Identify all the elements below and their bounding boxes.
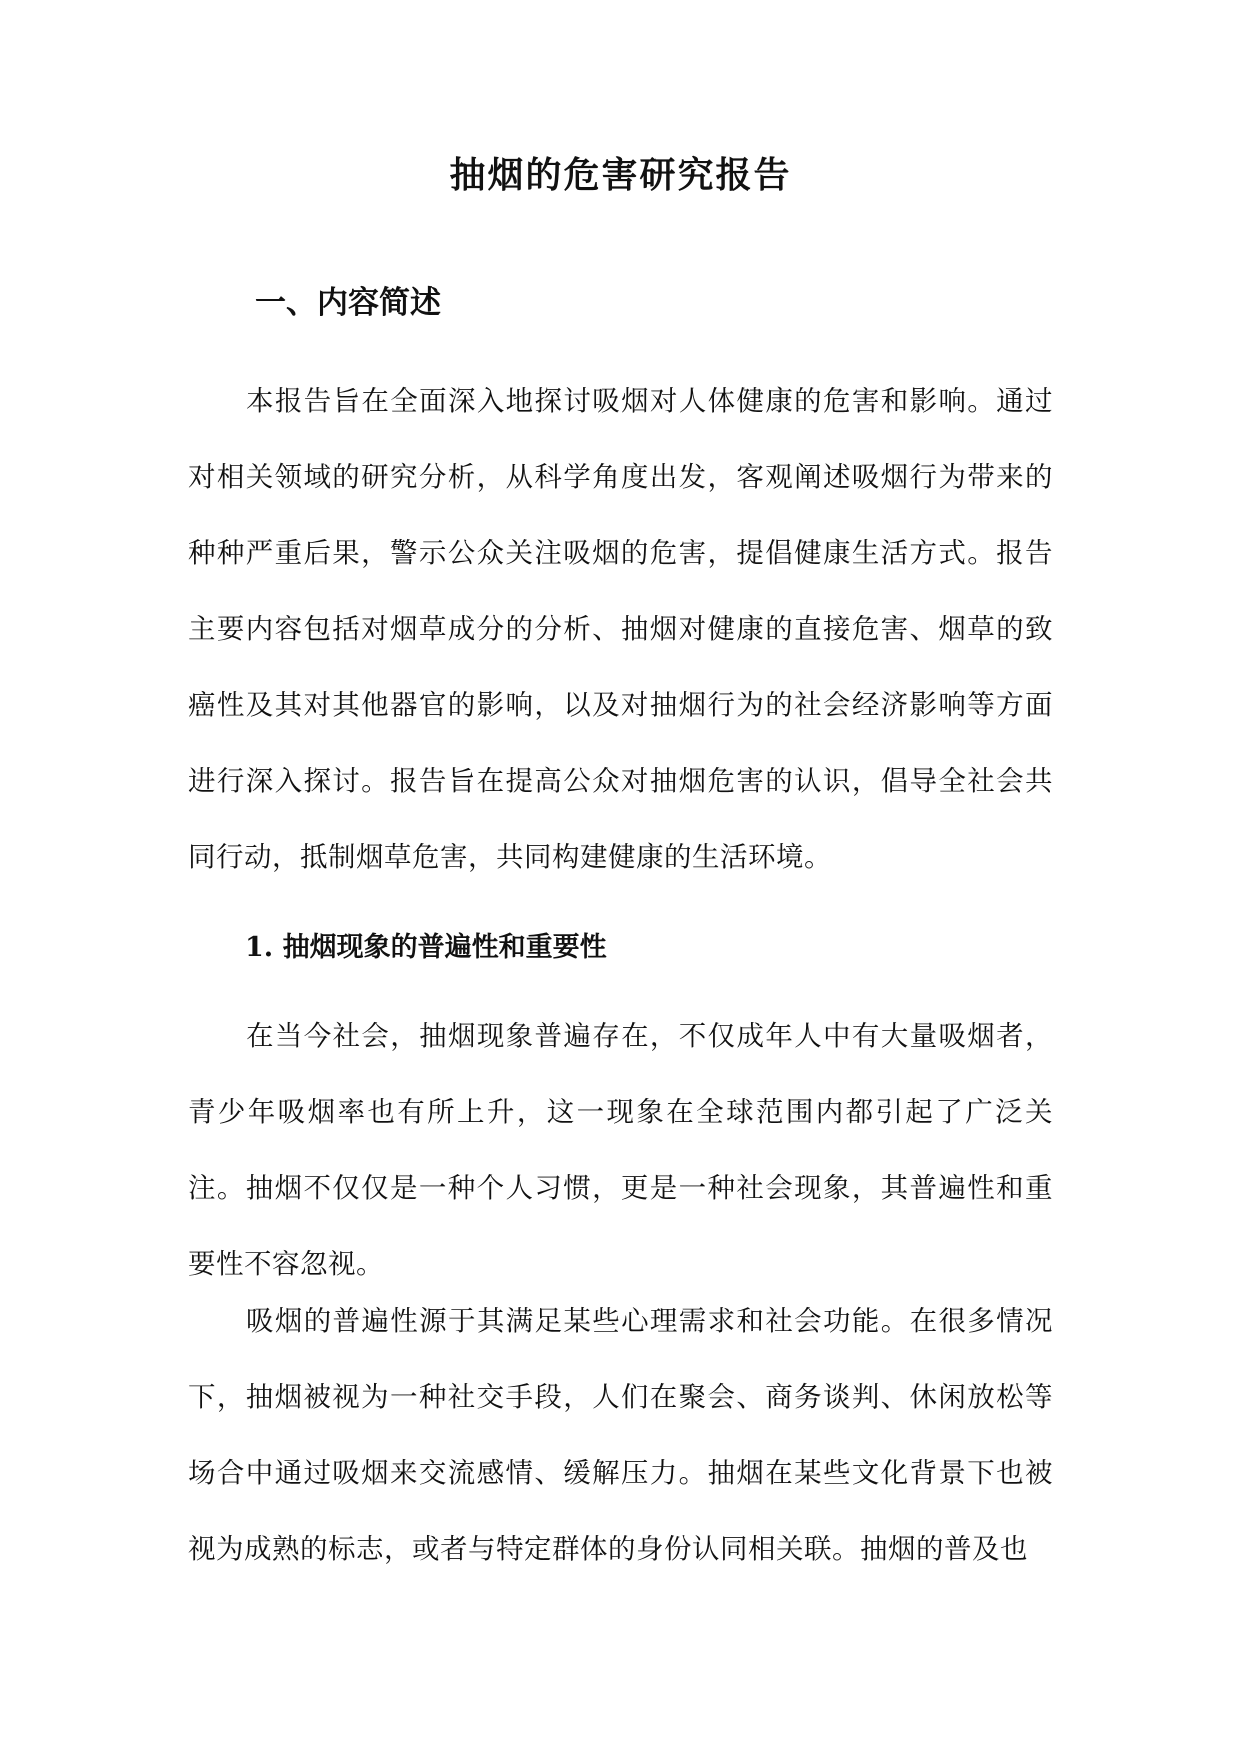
paragraph-social-function: 吸烟的普遍性源于其满足某些心理需求和社会功能。在很多情况下，抽烟被视为一种社交手段，人们在聚会、商务谈判、休闲放松等场合中通过吸烟来交流感情、缓解压力。抽烟在某些文化背景下也被视为成熟的标志，或者与特定群体的身份认同相关联。抽烟的普及也 xyxy=(188,1305,1053,1565)
document-title: 抽烟的危害研究报告 xyxy=(449,154,792,196)
paragraph-prevalence: 在当今社会，抽烟现象普遍存在，不仅成年人中有大量吸烟者，青少年吸烟率也有所上升，这一现象在全球范围内都引起了广泛关注。抽烟不仅仅是一种个人习惯，更是一种社会现象，其普遍性和重要性不容忽视。 xyxy=(188,1020,1053,1280)
section-heading-summary: 一、内容简述 xyxy=(255,285,441,321)
subsection-heading-prevalence: 1. 抽烟现象的普遍性和重要性 xyxy=(245,932,607,963)
paragraph-summary: 本报告旨在全面深入地探讨吸烟对人体健康的危害和影响。通过对相关领域的研究分析，从科学角度出发，客观阐述吸烟行为带来的种种严重后果，警示公众关注吸烟的危害，提倡健康生活方式。报告主要内容包括对烟草成分的分析、抽烟对健康的直接危害、烟草的致癌性及其对其他器官的影响，以及对抽烟行为的社会经济影响等方面进行深入探讨。报告旨在提高公众对抽烟危害的认识，倡导全社会共同行动，抵制烟草危害，共同构建健康的生活环境。 xyxy=(188,385,1053,873)
